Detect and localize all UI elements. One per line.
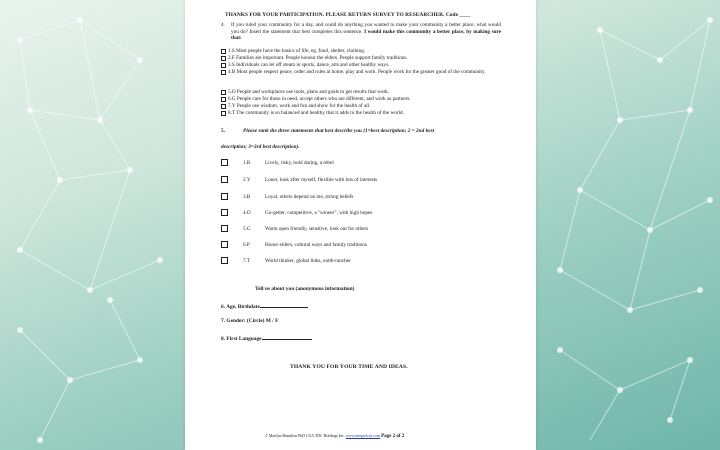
age-field[interactable]	[221, 302, 308, 311]
rank-box[interactable]	[221, 225, 228, 232]
option-item[interactable]	[221, 48, 505, 55]
option-item[interactable]	[221, 103, 505, 110]
checkbox[interactable]	[221, 104, 226, 109]
rank-code: 2.Y	[243, 177, 251, 183]
rank-item[interactable]	[221, 176, 501, 185]
website-link[interactable]: www.integralcity.com	[345, 434, 381, 438]
rank-item[interactable]	[221, 209, 501, 218]
language-input-line[interactable]	[262, 334, 312, 340]
checkbox[interactable]	[221, 56, 226, 61]
rank-item[interactable]	[221, 241, 501, 250]
age-input-line[interactable]	[260, 302, 308, 308]
option-label: 5.O People and workplaces use tools, plans and goals to get results that work.	[228, 89, 390, 95]
option-item[interactable]	[221, 110, 505, 117]
checkbox[interactable]	[221, 111, 226, 116]
option-label: 3.S Individuals can let off steam in sports, dance, arts and other healthy ways.	[228, 62, 390, 68]
gender-field[interactable]	[221, 318, 278, 325]
question-number: 5.	[221, 128, 225, 134]
rank-code: 7.T	[243, 258, 251, 264]
rank-item[interactable]	[221, 257, 501, 266]
checkbox[interactable]	[221, 90, 226, 95]
page-number: Page 2 of 2	[381, 434, 405, 439]
copyright-text: © Marilyn Hamilton PhD CGA TDC Holdings Inc.	[265, 434, 345, 438]
survey-page	[185, 0, 536, 450]
question-number: 4.	[221, 22, 225, 28]
rank-description: World thinker, global links, earth-rancher	[265, 258, 351, 264]
question-5-prompt-cont: description; 3=3rd best description).	[221, 144, 300, 150]
checkbox[interactable]	[221, 70, 226, 75]
rank-code: 4.O	[243, 210, 251, 216]
option-label: 1.S Most people have the basics of life, eg. food, shelter, clothing.	[228, 48, 366, 54]
rank-description: Loner, look after myself, flexible with lots of interests	[265, 177, 378, 183]
rank-code: 5.G	[243, 226, 251, 232]
rank-box[interactable]	[221, 193, 228, 200]
question-4-prompt: If you ruled your community for a day, and could do anything you wanted to make your community a better place, what would you do? Insert the statement that best completes this sentence. I would make this community a better place, by making sure that:	[231, 22, 501, 41]
option-label: 7.Y People use wisdom, work and fun and show for the health of all.	[228, 103, 371, 109]
question-4-lead: I would make this community a better place, by making sure that:	[231, 28, 501, 41]
rank-code: 1.R	[243, 160, 251, 166]
rank-code: 6.P	[243, 242, 250, 248]
option-item[interactable]	[221, 89, 505, 96]
page-footer	[265, 434, 404, 440]
checkbox[interactable]	[221, 49, 226, 54]
option-item[interactable]	[221, 96, 505, 103]
rank-description: Honor elders, cultural ways and family traditions	[265, 242, 367, 248]
option-item[interactable]	[221, 55, 505, 62]
rank-code: 3.B	[243, 194, 251, 200]
question-5-prompt: Please rank the three statements that best describe you (1=best description; 2 = 2nd best	[243, 128, 435, 134]
rank-box[interactable]	[221, 176, 228, 183]
rank-description: Lively, risky, bold daring, a rebel	[265, 160, 334, 166]
option-label: 6.G People care for those in need, accept others who are different, and work as partners.	[228, 96, 411, 102]
question-4	[221, 22, 501, 42]
option-label: 8.T The community is so balanced and healthy that it adds to the health of the world.	[228, 110, 404, 116]
rank-description: Warm open friendly, sensitive, look out for others	[265, 226, 369, 232]
option-item[interactable]	[221, 69, 505, 76]
rank-box[interactable]	[221, 241, 228, 248]
rank-box[interactable]	[221, 209, 228, 216]
rank-item[interactable]	[221, 159, 501, 168]
rank-description: Loyal, others depend on me, strong beliefs	[265, 194, 354, 200]
rank-description: Go-getter, competitive, a "winner", with high hopes	[265, 210, 373, 216]
checkbox[interactable]	[221, 63, 226, 68]
rank-item[interactable]	[221, 193, 501, 202]
rank-item[interactable]	[221, 225, 501, 234]
about-you-heading: Tell us about you (anonymous information)	[255, 286, 355, 292]
rank-box[interactable]	[221, 159, 228, 166]
page-header: THANKS FOR YOUR PARTICIPATION. PLEASE RETURN SURVEY TO RESEARCHER. Code ____	[225, 12, 471, 18]
language-field[interactable]	[221, 334, 312, 343]
checkbox[interactable]	[221, 97, 226, 102]
option-label: 4.B Most people respect peace, order and rules at home, play and work. People work for the greater good of the community.	[228, 69, 486, 75]
option-label: 2.F Families are important. People honour the elders. People support family traditions.	[228, 55, 408, 61]
language-label: 8. First Language	[221, 336, 262, 342]
gender-label: 7. Gender: (Circle) M / F	[221, 318, 279, 324]
option-item[interactable]	[221, 62, 505, 69]
rank-box[interactable]	[221, 257, 228, 264]
thank-you-text: THANK YOU FOR YOUR TIME AND IDEAS.	[290, 364, 408, 370]
age-label: 6. Age, Birthdate	[221, 304, 260, 310]
